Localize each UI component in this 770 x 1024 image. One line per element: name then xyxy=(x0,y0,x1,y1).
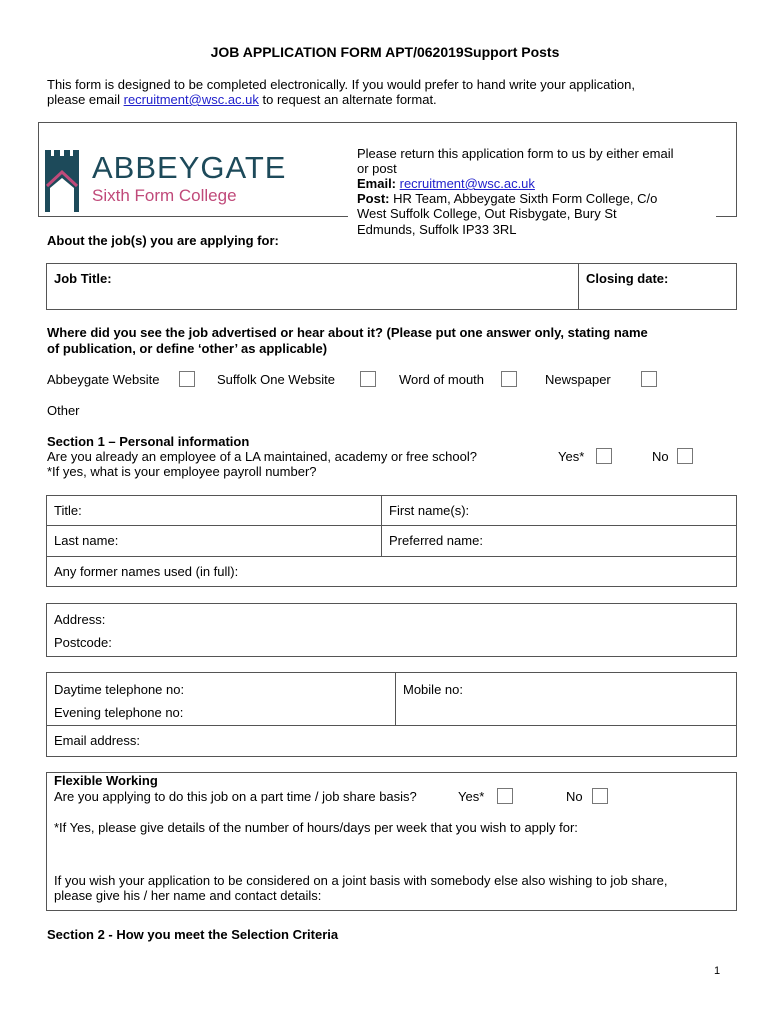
telephone-field[interactable] xyxy=(46,672,396,726)
header-frame-bottom-right xyxy=(716,216,737,217)
section-1-heading: Section 1 – Personal information xyxy=(47,434,250,449)
intro-line-2 xyxy=(47,92,437,107)
flexible-yes-label: Yes* xyxy=(458,789,485,804)
flexible-yes-checkbox[interactable] xyxy=(497,788,513,804)
joint-basis-prompt-line-1: If you wish your application to be considered on a joint basis with somebody else also wishing to job share, xyxy=(54,873,668,888)
flexible-no-checkbox[interactable] xyxy=(592,788,608,804)
flexible-no-label: No xyxy=(566,789,583,804)
preferred-name-label: Preferred name: xyxy=(389,533,483,548)
employee-yes-checkbox[interactable] xyxy=(596,448,612,464)
option-suffolk-one-website-checkbox[interactable] xyxy=(360,371,376,387)
address-label: Address: xyxy=(54,612,106,627)
email-address-field[interactable] xyxy=(46,725,737,757)
return-email-line xyxy=(357,176,535,191)
first-names-field[interactable] xyxy=(381,495,737,526)
employee-yes-label: Yes* xyxy=(558,449,585,464)
section-2-heading: Section 2 - How you meet the Selection Criteria xyxy=(47,927,339,942)
address-field[interactable] xyxy=(46,603,737,657)
evening-telephone-label: Evening telephone no: xyxy=(54,705,184,720)
flexible-details-prompt: *If Yes, please give details of the number of hours/days per week that you wish to apply for: xyxy=(54,820,578,835)
employee-no-label: No xyxy=(652,449,669,464)
daytime-telephone-label: Daytime telephone no: xyxy=(54,682,185,697)
employee-no-checkbox[interactable] xyxy=(677,448,693,464)
return-post-line-3: Edmunds, Suffolk IP33 3RL xyxy=(357,222,517,237)
return-email-label: Email: xyxy=(357,176,400,191)
header-frame-bottom-left xyxy=(38,216,348,217)
option-other-label: Other xyxy=(47,403,80,418)
flexible-working-box xyxy=(46,772,737,911)
page-number: 1 xyxy=(714,965,721,977)
intro-email-link[interactable]: recruitment@wsc.ac.uk xyxy=(123,92,259,107)
advert-question-line-1: Where did you see the job advertised or hear about it? (Please put one answer only, stating name xyxy=(47,325,648,340)
abbeygate-logo-icon xyxy=(45,150,79,212)
return-line-2: or post xyxy=(357,161,397,176)
job-title-label: Job Title: xyxy=(54,271,112,286)
option-word-of-mouth-checkbox[interactable] xyxy=(501,371,517,387)
option-abbeygate-website-checkbox[interactable] xyxy=(179,371,195,387)
advert-question-line-2: of publication, or define ‘other’ as applicable) xyxy=(47,341,328,356)
return-line-1: Please return this application form to us by either email xyxy=(357,146,674,161)
employee-question: Are you already an employee of a LA maintained, academy or free school? xyxy=(47,449,477,464)
logo-name: ABBEYGATE xyxy=(92,150,287,185)
option-abbeygate-website-label: Abbeygate Website xyxy=(47,372,160,387)
header-frame-left xyxy=(38,122,39,216)
closing-date-field[interactable] xyxy=(578,263,737,310)
intro-text-pre: please email xyxy=(47,92,124,107)
return-post-line-1: HR Team, Abbeygate Sixth Form College, C/o xyxy=(393,191,658,206)
about-heading: About the job(s) you are applying for: xyxy=(47,233,279,248)
logo-subtitle: Sixth Form College xyxy=(92,186,237,205)
payroll-question: *If yes, what is your employee payroll number? xyxy=(47,464,317,479)
flexible-working-question: Are you applying to do this job on a part time / job share basis? xyxy=(54,789,417,804)
return-post-label: Post: xyxy=(357,191,394,206)
option-word-of-mouth-label: Word of mouth xyxy=(399,372,485,387)
mobile-label: Mobile no: xyxy=(403,682,463,697)
return-email-link[interactable]: recruitment@wsc.ac.uk xyxy=(399,176,535,191)
option-newspaper-label: Newspaper xyxy=(545,372,611,387)
flexible-working-heading: Flexible Working xyxy=(54,773,158,788)
intro-line-1: This form is designed to be completed electronically. If you would prefer to hand write your application, xyxy=(47,77,635,92)
first-names-label: First name(s): xyxy=(389,503,470,518)
option-suffolk-one-website-label: Suffolk One Website xyxy=(217,372,336,387)
title-label: Title: xyxy=(54,503,82,518)
email-address-label: Email address: xyxy=(54,733,140,748)
postcode-label: Postcode: xyxy=(54,635,112,650)
last-name-label: Last name: xyxy=(54,533,119,548)
job-title-field[interactable] xyxy=(46,263,579,310)
header-frame-top xyxy=(38,122,737,123)
former-names-label: Any former names used (in full): xyxy=(54,564,239,579)
preferred-name-field[interactable] xyxy=(381,525,737,557)
joint-basis-prompt-line-2: please give his / her name and contact details: xyxy=(54,888,322,903)
header-frame-right xyxy=(736,122,737,216)
page-title: JOB APPLICATION FORM APT/062019Support Posts xyxy=(210,44,560,60)
former-names-field[interactable] xyxy=(46,556,737,587)
mobile-field[interactable] xyxy=(395,672,737,726)
return-post-line-2: West Suffolk College, Out Risbygate, Bury St xyxy=(357,206,617,221)
return-post-line xyxy=(357,191,657,206)
option-newspaper-checkbox[interactable] xyxy=(641,371,657,387)
title-field[interactable] xyxy=(46,495,382,526)
intro-text-post: to request an alternate format. xyxy=(258,92,437,107)
closing-date-label: Closing date: xyxy=(586,271,669,286)
last-name-field[interactable] xyxy=(46,525,382,557)
